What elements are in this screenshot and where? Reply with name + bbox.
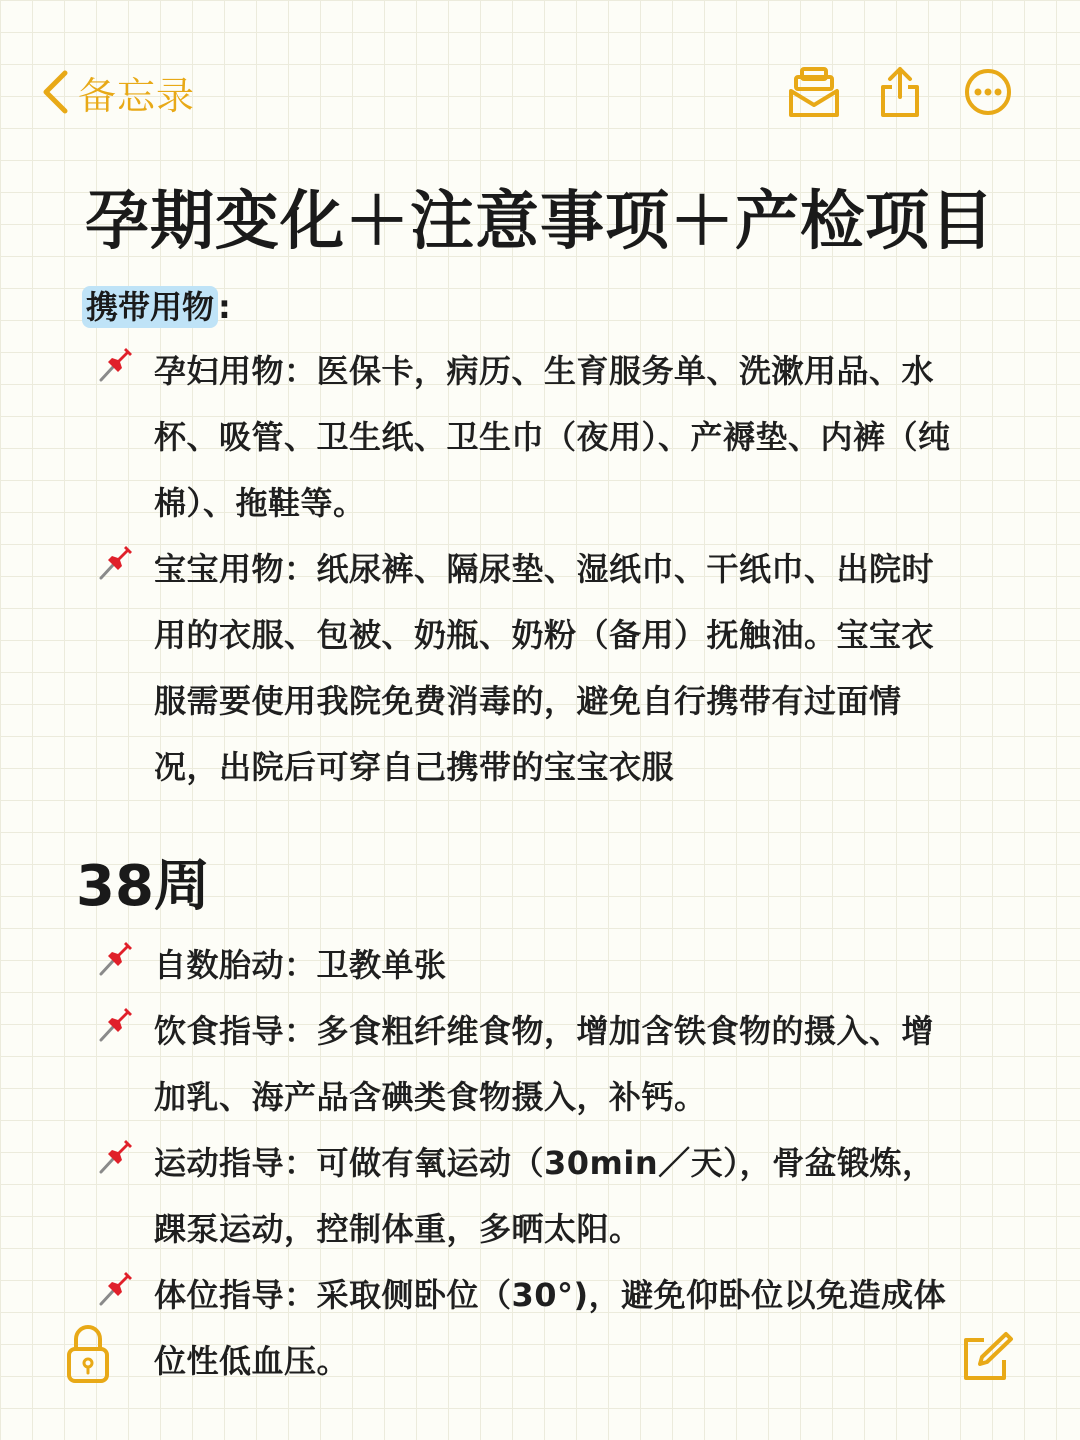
list-item-text: 宝宝用物：纸尿裤、隔尿垫、湿纸巾、干纸巾、出院时用的衣服、包被、奶瓶、奶粉（备用）抚触油。宝宝衣服需要使用我院免费消毒的，避免自行携带有过面情况，出院后可穿自己携带的宝宝衣服 bbox=[154, 550, 935, 786]
compose-button[interactable] bbox=[956, 1326, 1016, 1390]
mail-icon bbox=[788, 65, 840, 119]
share-icon bbox=[878, 65, 922, 119]
more-icon bbox=[963, 67, 1013, 117]
list-item bbox=[96, 338, 966, 536]
lock-icon bbox=[65, 1323, 111, 1385]
pushpin-icon bbox=[96, 1004, 136, 1044]
compose-icon bbox=[958, 1330, 1014, 1386]
list-item-text: 运动指导：可做有氧运动（30min／天），骨盆锻炼，踝泵运动，控制体重，多晒太阳。 bbox=[154, 1144, 935, 1248]
pushpin-icon bbox=[96, 938, 136, 978]
section-label-colon: : bbox=[218, 288, 231, 326]
pushpin-icon bbox=[96, 1268, 136, 1308]
more-button[interactable] bbox=[958, 62, 1018, 122]
section-label bbox=[82, 282, 231, 328]
list-item bbox=[96, 536, 966, 800]
section-label-highlight: 携带用物 bbox=[82, 286, 218, 328]
back-label: 备忘录 bbox=[78, 73, 196, 118]
list-item-text: 体位指导：采取侧卧位（30°)，避免仰卧位以免造成体位性低血压。 bbox=[154, 1276, 947, 1380]
list-item bbox=[96, 932, 966, 998]
list-item-text: 自数胎动：卫教单张 bbox=[154, 946, 447, 984]
list-item bbox=[96, 998, 966, 1130]
mail-button[interactable] bbox=[784, 62, 844, 122]
lock-button[interactable] bbox=[58, 1322, 118, 1386]
pushpin-icon bbox=[96, 1136, 136, 1176]
pushpin-icon bbox=[96, 542, 136, 582]
share-button[interactable] bbox=[870, 62, 930, 122]
back-button[interactable] bbox=[40, 66, 195, 118]
list-item bbox=[96, 1130, 966, 1262]
chevron-left-icon bbox=[40, 69, 70, 115]
pushpin-icon bbox=[96, 344, 136, 384]
week-heading: 38周 bbox=[76, 854, 210, 919]
list-item bbox=[96, 1262, 966, 1394]
list-item-text: 孕妇用物：医保卡，病历、生育服务单、洗漱用品、水杯、吸管、卫生纸、卫生巾（夜用）、产褥垫、内裤（纯棉）、拖鞋等。 bbox=[154, 352, 951, 522]
list-item-text: 饮食指导：多食粗纤维食物，增加含铁食物的摄入、增加乳、海产品含碘类食物摄入，补钙。 bbox=[154, 1012, 935, 1116]
note-title: 孕期变化＋注意事项＋产检项目 bbox=[85, 185, 995, 259]
